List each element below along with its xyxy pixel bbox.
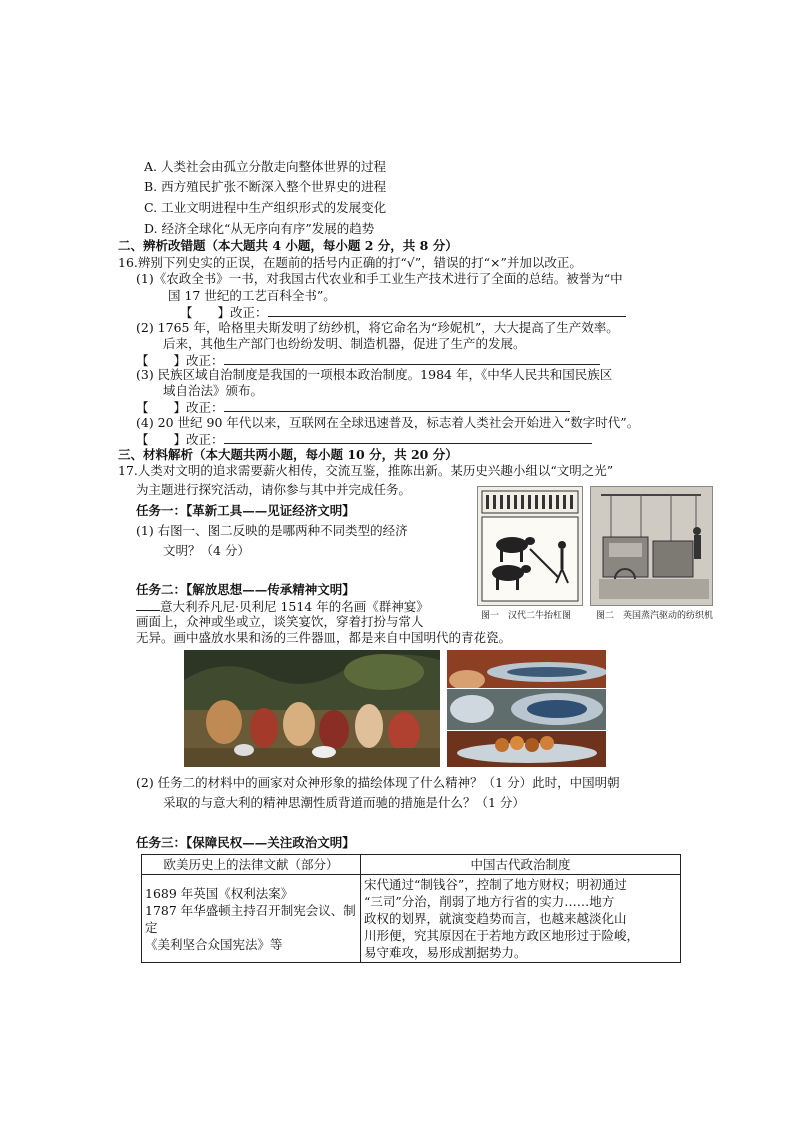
- item3-line2: 域自治法》颁布。: [163, 383, 264, 398]
- task2-q-line1: (2) 任务二的材料中的画家对众神形象的描绘体现了什么精神？（1 分）此时，中国明朝: [136, 775, 620, 790]
- table-header-western-laws: 欧美历史上的法律文献（部分）: [142, 855, 361, 875]
- item4-fix-line[interactable]: [224, 431, 592, 444]
- item1-fix-line[interactable]: [268, 304, 626, 317]
- section-2-heading: 二、辨析改错题（本大题共 4 小题，每小题 2 分，共 8 分）: [118, 238, 458, 253]
- task2-q-line2: 采取的与意大利的精神思潮性质背道而驰的措施是什么？（1 分）: [163, 795, 525, 810]
- chinese-system-line-1: 宋代通过“制钱谷”，控制了地方财权；明初通过: [364, 877, 627, 892]
- task2-blank: [136, 598, 160, 611]
- task3-title: 任务三：【保障民权——关注政治文明】: [136, 835, 355, 850]
- task1-title: 任务一：【革新工具——见证经济文明】: [136, 503, 355, 518]
- table-header-chinese-system: 中国古代政治制度: [361, 855, 681, 875]
- porcelain-image-3: [447, 731, 606, 767]
- porcelain-image-2: [447, 689, 606, 730]
- item3-fix-label: 【 】改正：: [136, 400, 224, 415]
- item1-line2: 国 17 世纪的工艺百科全书”。: [168, 288, 336, 303]
- task2-line1: [136, 598, 429, 615]
- item3-fix: [136, 399, 570, 416]
- table-cell-western-laws: [142, 875, 361, 963]
- western-law-2: 1787 年华盛顿主持召开制宪会议、制定: [145, 902, 356, 935]
- porcelain-2-illustration: [447, 689, 606, 730]
- item2-fix-line[interactable]: [224, 352, 600, 365]
- item2-fix-label: 【 】改正：: [136, 353, 224, 368]
- table-header-row: [142, 855, 681, 875]
- figure-1-caption: 图一 汉代二牛抬杠图: [481, 611, 572, 621]
- q17-line2: 为主题进行探究活动，请你参与其中并完成任务。: [136, 482, 412, 497]
- western-law-3: 《美利坚合众国宪法》等: [145, 936, 283, 952]
- task1-q-line1: (1) 右图一、图二反映的是哪两种不同类型的经济: [136, 523, 408, 538]
- steam-loom-illustration: [591, 487, 712, 605]
- item3-fix-line[interactable]: [224, 399, 570, 412]
- porcelain-3-illustration: [447, 731, 606, 767]
- item1-fix: [180, 304, 626, 321]
- item3-line1: (3) 民族区域自治制度是我国的一项根本政治制度。1984 年，《中华人民共和国民族区: [136, 367, 613, 382]
- task2-line3: 无异。画中盛放水果和汤的三件器皿，都是来自中国明代的青花瓷。: [136, 630, 512, 645]
- chinese-system-line-3: 政权的划界，就演变趋势而言，也越来越淡化山: [364, 911, 627, 926]
- figure-2-steam-loom: [590, 486, 713, 606]
- ox-plowing-illustration: [478, 487, 582, 605]
- chinese-system-line-4: 川形便，究其原因在于若地方政区地形过于险峻，: [364, 928, 640, 943]
- item2-line1: (2) 1765 年，哈格里夫斯发明了纺纱机，将它命名为“珍妮机”，大大提高了生产效率。: [136, 320, 619, 335]
- item2-line2: 后来，其他生产部门也纷纷发明、制造机器，促进了生产的发展。: [163, 336, 526, 351]
- porcelain-1-illustration: [447, 650, 606, 688]
- chinese-system-line-2: “三司”分治，削弱了地方行省的实力……地方: [364, 894, 615, 909]
- item4-fix: [136, 431, 592, 448]
- task2-title: 任务二：【解放思想——传承精神文明】: [136, 582, 355, 597]
- figure-2-caption: 图二 英国蒸汽驱动的纺织机: [596, 611, 714, 621]
- table-row: [142, 875, 681, 963]
- task2-line1-text: 意大利乔凡尼·贝利尼 1514 年的名画《群神宴》: [160, 599, 429, 614]
- painting-feast-of-gods: [184, 650, 440, 767]
- figure-1-ox-plowing: [477, 486, 583, 606]
- chinese-system-line-5: 易守难攻，易形成割据势力。: [364, 945, 527, 960]
- item4-fix-label: 【 】改正：: [136, 432, 224, 447]
- task1-q-line2: 文明？（4 分）: [163, 543, 250, 558]
- option-b: B. 西方殖民扩张不断深入整个世界史的进程: [144, 179, 387, 194]
- painting-illustration: [184, 650, 440, 767]
- comparison-table: [141, 854, 681, 963]
- q16-intro: 16.辨别下列史实的正误，在题前的括号内正确的打“√”，错误的打“×”并加以改正。: [118, 255, 582, 270]
- q17-line1: 17.人类对文明的追求需要薪火相传，交流互鉴，推陈出新。某历史兴趣小组以“文明之光”: [118, 463, 614, 478]
- item1-line1: (1)《农政全书》一书，对我国古代农业和手工业生产技术进行了全面的总结。被誉为“中: [136, 271, 623, 286]
- table-cell-chinese-system: [361, 875, 681, 963]
- option-c: C. 工业文明进程中生产组织形式的发展变化: [144, 200, 387, 215]
- task2-line2: 画面上，众神或坐或立，谈笑宴饮，穿着打扮与常人: [136, 614, 424, 629]
- option-d: D. 经济全球化“从无序向有序”发展的趋势: [144, 221, 375, 236]
- item1-fix-label: 【 】改正：: [180, 305, 268, 320]
- section-3-heading: 三、材料解析（本大题共两小题，每小题 10 分，共 20 分）: [118, 447, 458, 462]
- western-law-1: 1689 年英国《权利法案》: [145, 885, 294, 901]
- item4-line1: (4) 20 世纪 90 年代以来，互联网在全球迅速普及，标志着人类社会开始进入“数字时代”。: [136, 415, 640, 430]
- porcelain-image-1: [447, 650, 606, 688]
- option-a: A. 人类社会由孤立分散走向整体世界的过程: [144, 159, 386, 174]
